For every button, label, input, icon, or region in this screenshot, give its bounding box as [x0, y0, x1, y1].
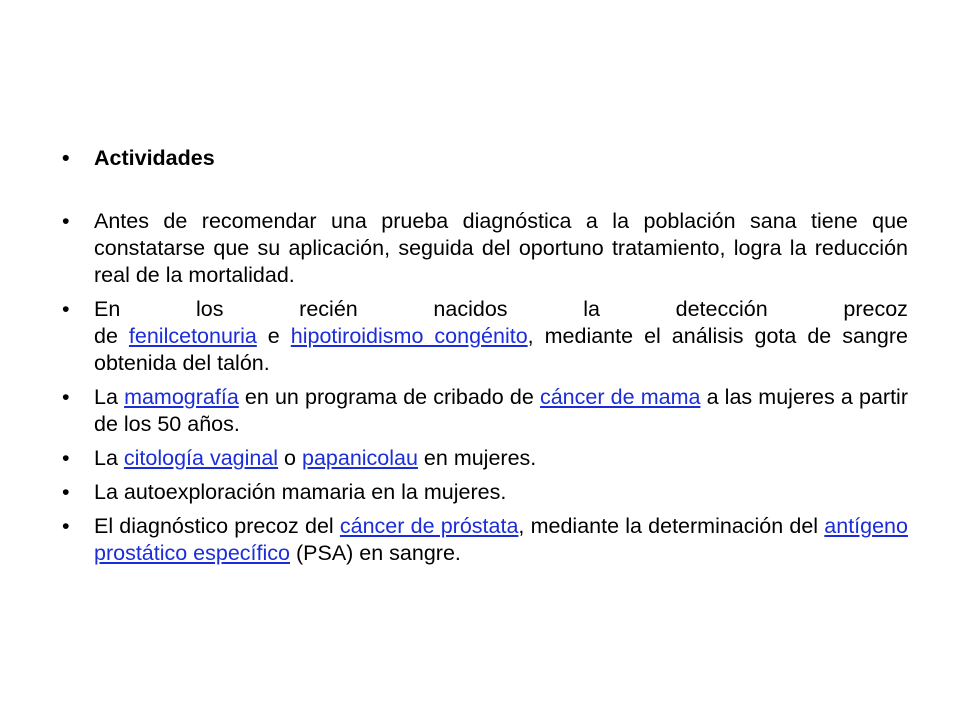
link-hipotiroidismo-congenito[interactable]: hipotiroidismo congénito — [290, 324, 528, 348]
paragraph-text: Antes de recomendar una prueba diagnóstica a la población sana tiene que constatarse que su aplicación, seguida del oportuno tratamiento, logra la reducción real de la mortalidad. — [94, 209, 908, 287]
word: nacidos — [433, 297, 508, 321]
list-item — [62, 445, 908, 472]
list-item — [62, 208, 908, 289]
text-segment: La — [94, 446, 124, 470]
link-cancer-de-mama[interactable]: cáncer de mama — [539, 385, 701, 409]
bullet-icon: • — [62, 146, 70, 170]
heading-item — [62, 145, 908, 172]
list-item — [62, 479, 908, 506]
section-heading: Actividades — [94, 146, 215, 170]
word: detección — [675, 297, 768, 321]
bullet-icon: • — [62, 480, 70, 504]
paragraph-text: La autoexploración mamaria en la mujeres. — [94, 480, 507, 504]
text-segment: , mediante la determinación del — [518, 514, 825, 538]
text-segment: , mediante el análisis gota de sangre obtenida del talón. — [94, 324, 908, 375]
link-cancer-de-prostata[interactable]: cáncer de próstata — [339, 514, 519, 538]
link-papanicolau[interactable]: papanicolau — [301, 446, 418, 470]
bullet-icon: • — [62, 385, 70, 409]
list-item — [62, 513, 908, 567]
link-citologia-vaginal[interactable]: citología vaginal — [123, 446, 279, 470]
bullet-icon: • — [62, 209, 70, 233]
bullet-list — [62, 145, 908, 574]
word: precoz — [843, 297, 908, 321]
paragraph-rest — [94, 323, 908, 377]
bullet-icon: • — [62, 446, 70, 470]
justified-first-line — [94, 296, 908, 323]
word: recién — [299, 297, 358, 321]
text-segment: a las mujeres a partir de los 50 años. — [94, 385, 908, 436]
text-segment: en mujeres. — [417, 446, 537, 470]
bullet-icon: • — [62, 297, 70, 321]
list-item — [62, 296, 908, 377]
word: En — [94, 297, 121, 321]
text-segment: El diagnóstico precoz del — [94, 514, 340, 538]
text-segment: (PSA) en sangre. — [290, 541, 461, 565]
bullet-icon: • — [62, 514, 70, 538]
text-segment: o — [278, 446, 302, 470]
link-mamografia[interactable]: mamografía — [124, 385, 239, 409]
text-segment: de — [94, 324, 129, 348]
text-segment: e — [256, 324, 291, 348]
link-antigeno-prostatico-especifico[interactable]: antígeno prostático específico — [94, 514, 908, 565]
word: los — [196, 297, 224, 321]
text-segment: en un programa de cribado de — [238, 385, 540, 409]
word: la — [583, 297, 600, 321]
link-fenilcetonuria[interactable]: fenilcetonuria — [128, 324, 257, 348]
list-item — [62, 384, 908, 438]
text-segment: La — [94, 385, 125, 409]
